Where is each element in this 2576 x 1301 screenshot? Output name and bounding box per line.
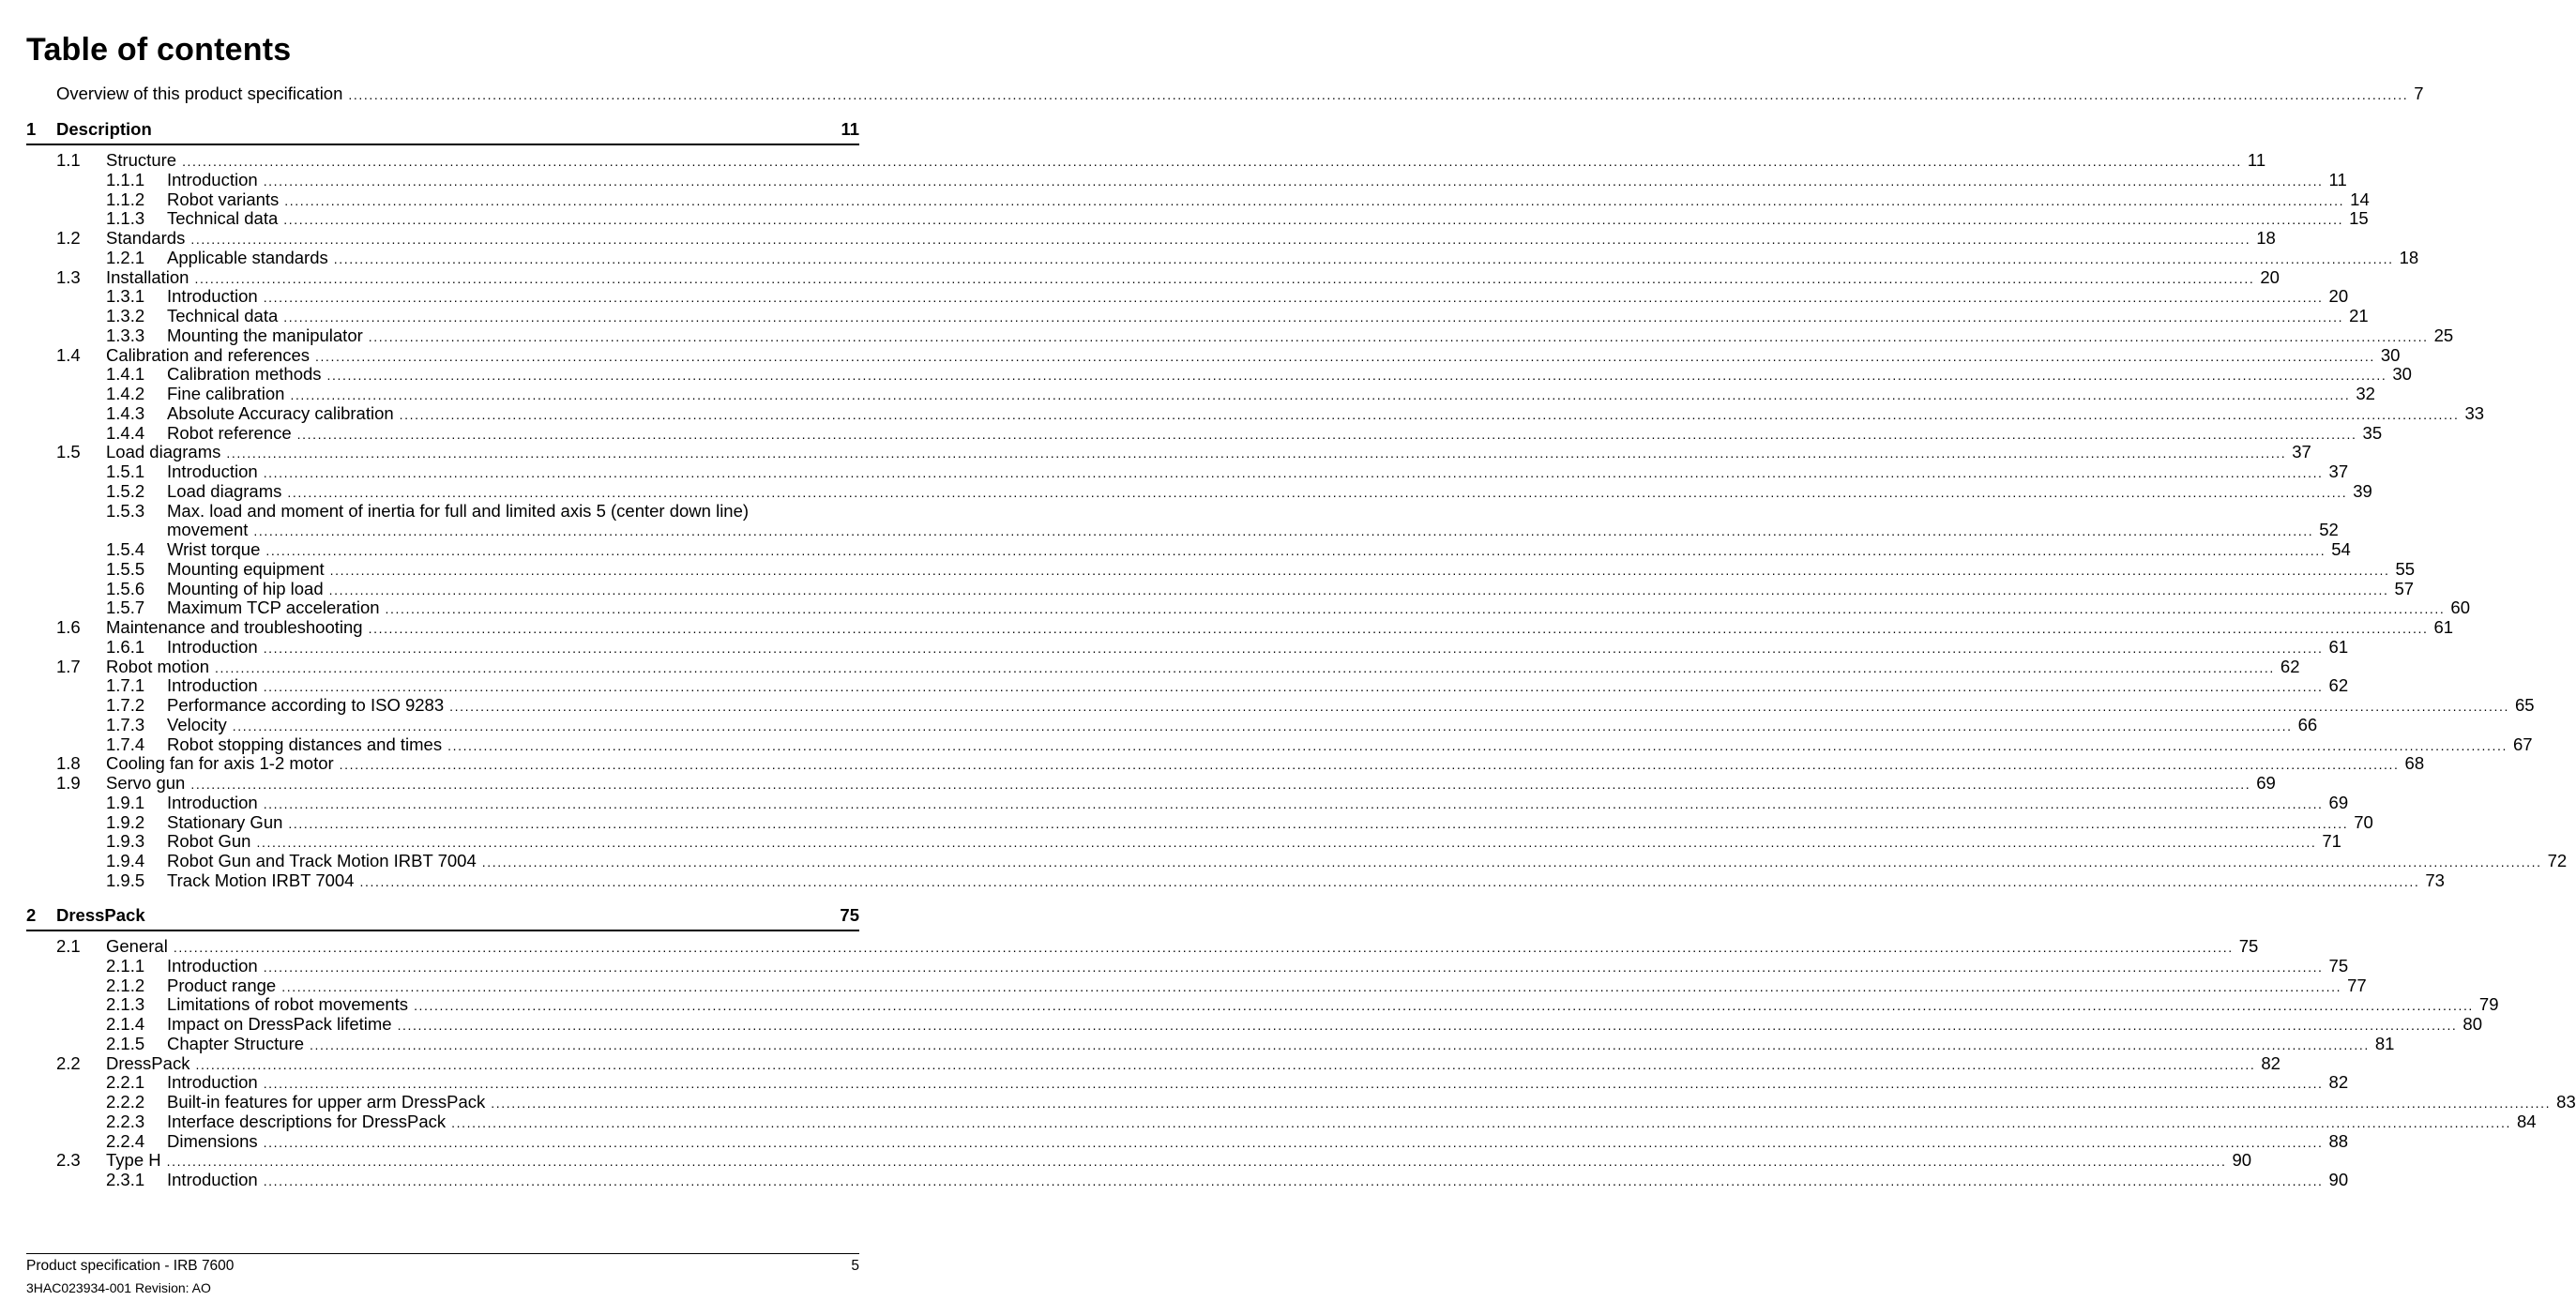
footer-page-number: 5	[851, 1258, 859, 1274]
toc-entry[interactable]	[106, 461, 2349, 481]
toc-entry-number: 1.6.1	[106, 636, 145, 657]
toc-entry-title: Wrist torque	[167, 539, 261, 559]
toc-entry-number: 1.4.3	[106, 402, 145, 423]
toc-entry-title: Robot reference	[167, 422, 292, 443]
toc-entry-number: 1.1.1	[106, 169, 145, 189]
toc-entry-title: Overview of this product specification	[56, 83, 343, 103]
toc-entry-page: 60	[2450, 598, 2470, 618]
toc-entry-title: Load diagrams	[167, 480, 282, 501]
toc-dot-leader: ................................................................................................................................................................................................................................................................................................................................................................................................................	[263, 290, 2324, 306]
toc-entry-title: Introduction	[167, 1170, 258, 1189]
toc-entry-title: Structure	[106, 150, 177, 170]
toc-entry-number: 2.2.2	[106, 1092, 145, 1112]
toc-entry-page: 18	[2256, 228, 2276, 248]
toc-entry-number: 1.3.1	[106, 286, 145, 307]
toc-entry-page: 65	[2515, 695, 2535, 715]
toc-entry[interactable]	[56, 753, 2425, 774]
toc-dot-leader: ................................................................................................................................................................................................................................................................................................................................................................................................................	[263, 1173, 2324, 1188]
toc-entry[interactable]	[56, 773, 2276, 793]
toc-entry-page: 62	[2328, 675, 2349, 696]
toc-entry-page: 81	[2374, 1033, 2395, 1053]
toc-entry[interactable]	[106, 955, 2349, 976]
toc-entry-page: 82	[2328, 1072, 2349, 1093]
toc-entry-title: Mounting the manipulator	[167, 325, 363, 345]
toc-entry[interactable]	[106, 636, 2349, 657]
toc-entry[interactable]	[106, 1033, 2395, 1053]
toc-entry[interactable]	[106, 675, 2349, 696]
toc-dot-leader: ................................................................................................................................................................................................................................................................................................................................................................................................................	[296, 426, 2357, 442]
page-title: Table of contents	[26, 32, 292, 68]
chapter-number: 1	[26, 119, 37, 139]
toc-dot-leader: ................................................................................................................................................................................................................................................................................................................................................................................................................	[263, 679, 2324, 695]
toc-entry-page: 30	[2380, 344, 2401, 365]
toc-entry[interactable]	[106, 189, 2370, 209]
toc-entry[interactable]	[56, 442, 2311, 462]
toc-dot-leader: ................................................................................................................................................................................................................................................................................................................................................................................................................	[385, 601, 2446, 617]
toc-entry-number: 1.3	[56, 266, 81, 287]
toc-entry-number: 1.4.2	[106, 384, 145, 403]
toc-entry-number: 1.6	[56, 617, 81, 637]
toc-entry-number: 1.9.5	[106, 870, 145, 890]
toc-entry-title: Introduction	[167, 792, 258, 812]
toc-entry-title: Maximum TCP acceleration	[167, 598, 380, 618]
toc-entry-number: 1.2	[56, 228, 81, 248]
toc-entry[interactable]	[56, 1150, 2252, 1171]
toc-entry-page: 18	[2399, 247, 2419, 267]
toc-entry-number: 2.3.1	[106, 1170, 145, 1189]
toc-entry-number: 1.1	[56, 150, 81, 170]
toc-entry-number: 1.7.4	[106, 734, 145, 754]
toc-entry-number: 1.5.4	[106, 539, 145, 559]
toc-entry-title: Robot Gun	[167, 831, 251, 852]
toc-dot-leader: ................................................................................................................................................................................................................................................................................................................................................................................................................	[329, 562, 2390, 578]
toc-entry-number: 1.7.2	[106, 695, 145, 715]
toc-entry-title: Impact on DressPack lifetime	[167, 1014, 392, 1034]
toc-dot-leader: ................................................................................................................................................................................................................................................................................................................................................................................................................	[287, 484, 2348, 500]
toc-entry[interactable]	[106, 539, 2351, 559]
toc-entry-title: Performance according to ISO 9283	[167, 695, 445, 715]
toc-entry-title: movement	[167, 520, 249, 540]
toc-dot-leader: ................................................................................................................................................................................................................................................................................................................................................................................................................	[328, 582, 2389, 598]
toc-entry-title: Product range	[167, 975, 277, 995]
toc-entry-page: 75	[2328, 955, 2349, 976]
toc-entry-number: 2.3	[56, 1150, 81, 1171]
toc-entry-title: Technical data	[167, 306, 279, 325]
toc-entry-number: 1.4	[56, 344, 81, 365]
toc-entry-title: Technical data	[167, 208, 279, 229]
toc-entry[interactable]	[56, 83, 2424, 103]
toc-dot-leader: ................................................................................................................................................................................................................................................................................................................................................................................................................	[290, 387, 2351, 402]
toc-dot-leader: ................................................................................................................................................................................................................................................................................................................................................................................................................	[265, 543, 2326, 558]
toc-dot-leader: ................................................................................................................................................................................................................................................................................................................................................................................................................	[310, 1036, 2370, 1052]
toc-entry-number: 1.9	[56, 773, 81, 793]
toc-dot-leader: ................................................................................................................................................................................................................................................................................................................................................................................................................	[256, 835, 2317, 851]
toc-entry[interactable]	[106, 558, 2416, 579]
toc-dot-leader: ................................................................................................................................................................................................................................................................................................................................................................................................................	[368, 621, 2429, 636]
toc-entry-title: Load diagrams	[106, 442, 221, 462]
toc-dot-leader: ................................................................................................................................................................................................................................................................................................................................................................................................................	[284, 192, 2345, 208]
toc-dot-leader: ................................................................................................................................................................................................................................................................................................................................................................................................................	[182, 154, 2242, 169]
toc-entry-number: 1.3.2	[106, 306, 145, 325]
toc-entry-number: 2.1.2	[106, 975, 145, 995]
toc-entry-page: 67	[2512, 734, 2533, 754]
toc-entry-title: Robot variants	[167, 189, 280, 209]
toc-entry-number: 1.7.3	[106, 714, 145, 734]
toc-entry-title: Mounting equipment	[167, 558, 325, 579]
toc-entry-number: 1.7	[56, 656, 81, 676]
toc-entry-number: 1.8	[56, 753, 81, 774]
toc-dot-leader: ................................................................................................................................................................................................................................................................................................................................................................................................................	[263, 1076, 2324, 1092]
toc-entry[interactable]	[106, 792, 2349, 812]
toc-dot-leader: ................................................................................................................................................................................................................................................................................................................................................................................................................	[414, 998, 2474, 1014]
toc-entry-title: Track Motion IRBT 7004	[167, 870, 355, 890]
toc-entry-page: 21	[2349, 306, 2369, 325]
toc-entry-title: Robot Gun and Track Motion IRBT 7004	[167, 851, 477, 870]
toc-entry-page: 37	[2328, 461, 2349, 481]
toc-entry-page: 11	[2247, 150, 2266, 170]
toc-entry-number: 1.1.3	[106, 208, 145, 229]
toc-entry-title: DressPack	[106, 1052, 190, 1073]
toc-entry-page: 90	[2232, 1150, 2252, 1171]
chapter-heading[interactable]	[26, 905, 859, 931]
toc-entry-number: 1.5.3	[106, 500, 145, 521]
chapter-heading[interactable]	[26, 119, 859, 145]
toc-entry[interactable]	[106, 169, 2347, 189]
toc-dot-leader: ................................................................................................................................................................................................................................................................................................................................................................................................................	[399, 406, 2460, 422]
toc-entry-page: 70	[2354, 811, 2373, 832]
toc-entry-number: 2.1	[56, 936, 81, 956]
toc-dot-leader: ................................................................................................................................................................................................................................................................................................................................................................................................................	[283, 310, 2344, 325]
toc-entry[interactable]	[56, 266, 2280, 287]
toc-dot-leader: ................................................................................................................................................................................................................................................................................................................................................................................................................	[263, 640, 2324, 656]
toc-entry-number: 2.2.3	[106, 1111, 145, 1131]
toc-entry-page: 20	[2260, 266, 2280, 287]
toc-dot-leader: ................................................................................................................................................................................................................................................................................................................................................................................................................	[263, 959, 2324, 975]
toc-dot-leader: ................................................................................................................................................................................................................................................................................................................................................................................................................	[333, 250, 2394, 266]
toc-dot-leader: ................................................................................................................................................................................................................................................................................................................................................................................................................	[326, 368, 2387, 384]
toc-dot-leader: ................................................................................................................................................................................................................................................................................................................................................................................................................	[173, 940, 2234, 955]
toc-entry-page: 35	[2362, 422, 2383, 443]
toc-entry-title: Cooling fan for axis 1-2 motor	[106, 753, 334, 774]
toc-entry[interactable]	[56, 150, 2266, 170]
toc-entry-title: Robot motion	[106, 656, 210, 676]
toc-entry-number: 2.1.1	[106, 955, 145, 976]
toc-entry-page: 52	[2319, 520, 2339, 540]
toc-dot-leader: ................................................................................................................................................................................................................................................................................................................................................................................................................	[283, 212, 2344, 228]
toc-entry-number: 1.5.5	[106, 558, 145, 579]
toc-entry[interactable]	[106, 695, 2535, 715]
toc-entry-number: 1.5.6	[106, 578, 145, 598]
toc-entry-number: 1.7.1	[106, 675, 145, 696]
toc-entry-page: 20	[2328, 286, 2349, 307]
toc-entry-title: Built-in features for upper arm DressPack	[167, 1092, 486, 1112]
toc-entry[interactable]	[56, 228, 2276, 248]
toc-entry-title: Mounting of hip load	[167, 578, 324, 598]
toc-entry-page: 39	[2353, 480, 2372, 501]
toc-entry-number: 1.5.1	[106, 461, 145, 481]
toc-dot-leader: ................................................................................................................................................................................................................................................................................................................................................................................................................	[339, 757, 2400, 773]
toc-dot-leader: ................................................................................................................................................................................................................................................................................................................................................................................................................	[263, 173, 2324, 189]
chapter-page: 75	[840, 905, 859, 925]
footer-document-id: 3HAC023934-001 Revision: AO	[26, 1280, 211, 1295]
toc-entry-number: 2.1.3	[106, 994, 145, 1015]
toc-entry-title: Dimensions	[167, 1130, 258, 1151]
toc-dot-leader: ................................................................................................................................................................................................................................................................................................................................................................................................................	[447, 737, 2508, 753]
toc-entry[interactable]	[56, 656, 2300, 676]
toc-entry-title: Chapter Structure	[167, 1033, 305, 1053]
toc-dot-leader: ................................................................................................................................................................................................................................................................................................................................................................................................................	[348, 87, 2409, 102]
toc-entry-page: 77	[2347, 975, 2367, 995]
footer-divider	[26, 1253, 859, 1254]
toc-entry-page: 79	[2478, 994, 2499, 1015]
toc-entry[interactable]	[106, 325, 2454, 345]
chapter-page: 11	[841, 119, 859, 139]
toc-entry-title: Standards	[106, 228, 186, 248]
toc-entry[interactable]	[106, 975, 2367, 995]
toc-entry[interactable]	[106, 1111, 2537, 1131]
toc-entry-page: 62	[2280, 656, 2300, 676]
toc-entry-page: 72	[2547, 851, 2568, 870]
toc-entry[interactable]	[106, 994, 2499, 1015]
toc-dot-leader: ................................................................................................................................................................................................................................................................................................................................................................................................................	[491, 1096, 2552, 1111]
toc-entry-page: 84	[2517, 1111, 2537, 1131]
toc-entry-page: 57	[2394, 578, 2415, 598]
toc-entry-title: Installation	[106, 266, 189, 287]
toc-entry[interactable]	[167, 520, 2339, 540]
toc-dot-leader: ................................................................................................................................................................................................................................................................................................................................................................................................................	[481, 855, 2542, 870]
toc-dot-leader: ................................................................................................................................................................................................................................................................................................................................................................................................................	[263, 795, 2324, 811]
toc-dot-leader: ................................................................................................................................................................................................................................................................................................................................................................................................................	[288, 815, 2349, 831]
toc-entry-number: 1.4.4	[106, 422, 145, 443]
toc-entry-title: Servo gun	[106, 773, 186, 793]
toc-dot-leader: ................................................................................................................................................................................................................................................................................................................................................................................................................	[281, 978, 2342, 994]
chapter-number: 2	[26, 905, 37, 925]
toc-entry-number: 2.2	[56, 1052, 81, 1073]
toc-entry[interactable]	[106, 402, 2485, 423]
toc-entry[interactable]	[106, 422, 2383, 443]
toc-entry-page: 33	[2464, 402, 2485, 423]
toc-entry-page: 69	[2328, 792, 2349, 812]
toc-entry-number: 1.5.2	[106, 480, 145, 501]
toc-entry-page: 32	[2356, 384, 2375, 403]
toc-entry-number: 1.1.2	[106, 189, 145, 209]
toc-entry[interactable]	[106, 247, 2419, 267]
toc-entry-title: Stationary Gun	[167, 811, 283, 832]
toc-entry-title: Absolute Accuracy calibration	[167, 402, 394, 423]
toc-dot-leader: ................................................................................................................................................................................................................................................................................................................................................................................................................	[226, 446, 2287, 461]
toc-entry-page: 55	[2395, 558, 2416, 579]
toc-entry-number: 2.1.5	[106, 1033, 145, 1053]
toc-dot-leader: ................................................................................................................................................................................................................................................................................................................................................................................................................	[359, 873, 2420, 889]
toc-entry[interactable]	[106, 734, 2533, 754]
toc-entry-page: 30	[2392, 364, 2412, 385]
toc-entry[interactable]	[106, 364, 2412, 385]
toc-dot-leader: ................................................................................................................................................................................................................................................................................................................................................................................................................	[190, 232, 2251, 247]
toc-entry-page: 66	[2297, 714, 2318, 734]
toc-entry-title: Limitations of robot movements	[167, 994, 409, 1015]
toc-dot-leader: ................................................................................................................................................................................................................................................................................................................................................................................................................	[215, 659, 2275, 675]
toc-entry-number: 2.1.4	[106, 1014, 145, 1034]
toc-entry[interactable]	[106, 480, 2372, 501]
toc-entry-page: 37	[2292, 442, 2311, 462]
toc-entry[interactable]	[106, 208, 2369, 229]
toc-entry-page: 7	[2414, 83, 2424, 103]
toc-entry-title: Fine calibration	[167, 384, 285, 403]
toc-entry[interactable]	[56, 617, 2454, 637]
toc-entry-number: 1.9.4	[106, 851, 145, 870]
toc-entry[interactable]	[56, 1052, 2281, 1073]
toc-entry-title: Introduction	[167, 675, 258, 696]
toc-entry-title: Interface descriptions for DressPack	[167, 1111, 447, 1131]
toc-entry-title: Introduction	[167, 1072, 258, 1093]
toc-dot-leader: ................................................................................................................................................................................................................................................................................................................................................................................................................	[232, 718, 2293, 734]
toc-entry-title: Calibration and references	[106, 344, 310, 365]
toc-dot-leader: ................................................................................................................................................................................................................................................................................................................................................................................................................	[315, 348, 2375, 364]
toc-dot-leader: ................................................................................................................................................................................................................................................................................................................................................................................................................	[368, 328, 2429, 344]
toc-entry-number: 1.2.1	[106, 247, 145, 267]
toc-entry-page: 68	[2404, 753, 2425, 774]
toc-entry-title[interactable]: Max. load and moment of inertia for full and limited axis 5 (center down line)	[167, 500, 750, 521]
chapter-title: DressPack	[56, 905, 145, 925]
toc-dot-leader: ................................................................................................................................................................................................................................................................................................................................................................................................................	[397, 1018, 2458, 1033]
toc-dot-leader: ................................................................................................................................................................................................................................................................................................................................................................................................................	[166, 1154, 2227, 1170]
toc-dot-leader: ................................................................................................................................................................................................................................................................................................................................................................................................................	[451, 1114, 2512, 1130]
toc-entry[interactable]	[106, 1092, 2576, 1112]
toc-entry-number: 1.4.1	[106, 364, 145, 385]
toc-entry[interactable]	[106, 286, 2349, 307]
toc-entry-number: 1.5.7	[106, 598, 145, 618]
toc-entry-page: 80	[2462, 1014, 2482, 1034]
toc-entry-page: 15	[2349, 208, 2369, 229]
toc-entry[interactable]	[106, 1130, 2349, 1151]
toc-dot-leader: ................................................................................................................................................................................................................................................................................................................................................................................................................	[263, 465, 2324, 480]
toc-entry-title: Velocity	[167, 714, 227, 734]
toc-entry[interactable]	[106, 384, 2375, 403]
toc-entry[interactable]	[106, 1170, 2349, 1189]
toc-dot-leader: ................................................................................................................................................................................................................................................................................................................................................................................................................	[263, 1134, 2324, 1150]
toc-entry-title: General	[106, 936, 168, 956]
toc-entry-title: Applicable standards	[167, 247, 328, 267]
toc-entry-page: 75	[2238, 936, 2259, 956]
toc-entry[interactable]	[106, 714, 2318, 734]
toc-dot-leader: ................................................................................................................................................................................................................................................................................................................................................................................................................	[190, 777, 2251, 792]
toc-entry-page: 14	[2350, 189, 2370, 209]
toc-entry-number: 2.2.1	[106, 1072, 145, 1093]
toc-entry[interactable]	[106, 831, 2341, 852]
toc-dot-leader: ................................................................................................................................................................................................................................................................................................................................................................................................................	[194, 270, 2255, 286]
toc-entry-number: 1.9.3	[106, 831, 145, 852]
toc-entry-title: Introduction	[167, 461, 258, 481]
toc-dot-leader: ................................................................................................................................................................................................................................................................................................................................................................................................................	[449, 699, 2509, 714]
toc-entry-page: 61	[2328, 636, 2349, 657]
toc-entry-title: Robot stopping distances and times	[167, 734, 443, 754]
toc-entry[interactable]	[106, 1014, 2482, 1034]
toc-entry-page: 11	[2328, 169, 2347, 189]
toc-entry-page: 83	[2556, 1092, 2576, 1112]
toc-entry-page: 73	[2425, 870, 2445, 890]
toc-entry-number: 1.3.3	[106, 325, 145, 345]
toc-entry-page: 71	[2322, 831, 2341, 852]
toc-entry-number: 2.2.4	[106, 1130, 145, 1151]
toc-entry-page: 25	[2433, 325, 2454, 345]
toc-entry-title: Introduction	[167, 169, 258, 189]
chapter-title: Description	[56, 119, 152, 139]
toc-entry-title: Type H	[106, 1150, 161, 1171]
toc-entry[interactable]	[106, 598, 2470, 618]
toc-entry-title: Calibration methods	[167, 364, 322, 385]
toc-entry[interactable]	[106, 851, 2568, 870]
toc-entry[interactable]	[56, 936, 2259, 956]
toc-entry-title: Maintenance and troubleshooting	[106, 617, 363, 637]
toc-entry-title: Introduction	[167, 636, 258, 657]
toc-entry-title: Introduction	[167, 955, 258, 976]
toc-entry-page: 82	[2261, 1052, 2281, 1073]
toc-entry[interactable]	[106, 1072, 2349, 1093]
toc-entry-number: 1.9.1	[106, 792, 145, 812]
toc-entry-page: 69	[2256, 773, 2276, 793]
toc-entry-page: 61	[2433, 617, 2454, 637]
toc-dot-leader: ................................................................................................................................................................................................................................................................................................................................................................................................................	[195, 1056, 2256, 1072]
toc-entry-page: 90	[2328, 1170, 2349, 1189]
toc-entry-page: 54	[2331, 539, 2351, 559]
toc-entry[interactable]	[106, 811, 2373, 832]
toc-entry-page: 88	[2328, 1130, 2349, 1151]
toc-entry-title: Introduction	[167, 286, 258, 307]
footer-product-title: Product specification - IRB 7600	[26, 1258, 235, 1274]
toc-entry-number: 1.5	[56, 442, 81, 462]
toc-dot-leader: ................................................................................................................................................................................................................................................................................................................................................................................................................	[253, 523, 2314, 539]
toc-entry[interactable]	[106, 578, 2415, 598]
toc-entry[interactable]	[106, 870, 2445, 890]
toc-entry[interactable]	[56, 344, 2401, 365]
toc-entry[interactable]	[106, 306, 2369, 325]
toc-entry-number: 1.9.2	[106, 811, 145, 832]
